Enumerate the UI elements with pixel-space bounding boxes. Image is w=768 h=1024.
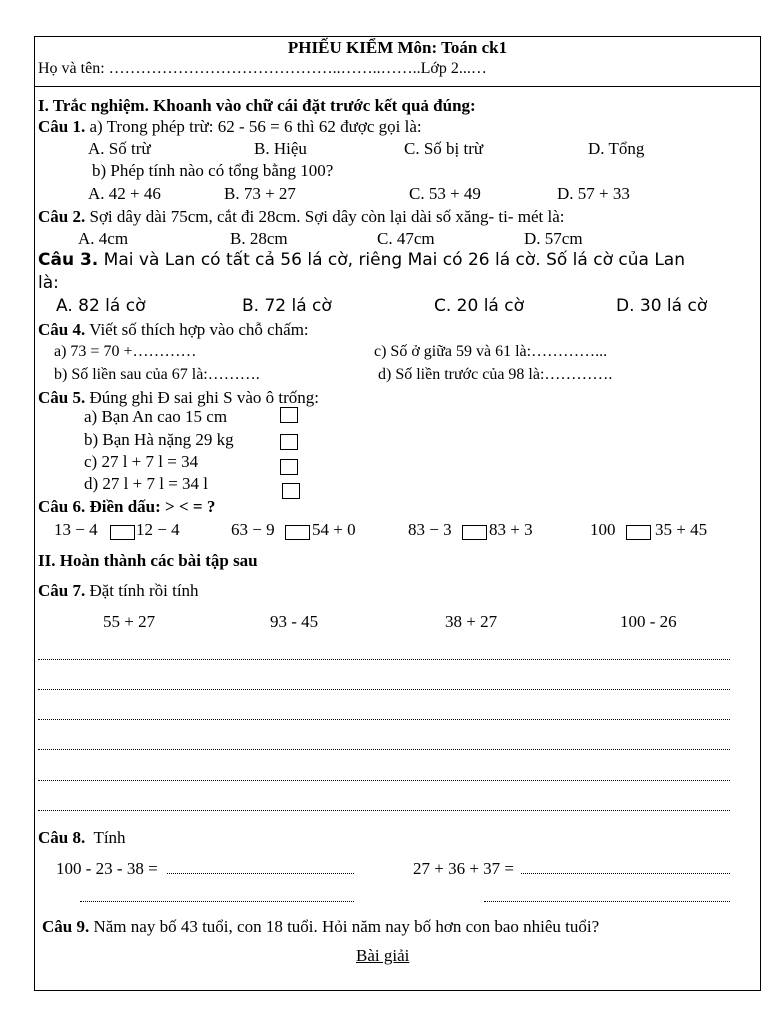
answer-dotted-line[interactable] [38,780,730,781]
q3-option-b[interactable]: B. 72 lá cờ [242,296,332,316]
section2-heading: II. Hoàn thành các bài tập sau [38,551,258,570]
q7-item-2: 93 - 45 [270,612,319,631]
solution-label: Bài giải [356,946,410,965]
q6-pair3-right: 83 + 3 [489,520,533,539]
q3-line1: Câu 3. Mai và Lan có tất cả 56 lá cờ, riêng Mai có 26 lá cờ. Số lá cờ của Lan [38,250,685,270]
q4-item-d[interactable]: d) Số liền trước của 98 là:…………. [378,366,613,383]
q5-item-a: a) Bạn An cao 15 cm [84,407,228,426]
answer-dotted-line[interactable] [38,689,730,690]
q2-option-a[interactable]: A. 4cm [78,229,129,248]
q9-line: Câu 9. Năm nay bố 43 tuổi, con 18 tuổi. Hỏi năm nay bố hơn con bao nhiêu tuổi? [42,917,600,936]
q2-option-d[interactable]: D. 57cm [524,229,583,248]
q8-answer-line-1[interactable] [167,873,354,874]
q7-item-3: 38 + 27 [445,612,498,631]
q6-pair2-box[interactable] [285,525,310,540]
q4-item-c[interactable]: c) Số ở giữa 59 và 61 là:…………... [374,343,608,360]
q8-item-1: 100 - 23 - 38 = [56,859,158,878]
q8-work-line-1[interactable] [80,901,354,902]
q6-pair1-box[interactable] [110,525,135,540]
q1a-option-d[interactable]: D. Tổng [588,139,645,158]
q5-item-c: c) 27 l + 7 l = 34 [84,452,199,471]
q6-pair4-box[interactable] [626,525,651,540]
q8-item-2: 27 + 36 + 37 = [413,859,515,878]
q4-item-b[interactable]: b) Số liền sau của 67 là:………. [54,366,260,383]
q6-pair3-box[interactable] [462,525,487,540]
q6-pair2-right: 54 + 0 [312,520,356,539]
answer-dotted-line[interactable] [38,810,730,811]
q7-line: Câu 7. Đặt tính rồi tính [38,581,199,600]
q8-answer-line-2[interactable] [521,873,730,874]
q1-line-a: Câu 1. a) Trong phép trừ: 62 - 56 = 6 thì 62 được gọi là: [38,117,422,136]
q1b-option-c[interactable]: C. 53 + 49 [409,184,481,203]
q2-option-c[interactable]: C. 47cm [377,229,435,248]
q4-line: Câu 4. Viết số thích hợp vào chỗ chấm: [38,320,309,339]
q6-pair4-right: 35 + 45 [655,520,708,539]
q5-line: Câu 5. Đúng ghi Đ sai ghi S vào ô trống: [38,388,319,407]
q5-item-d: d) 27 l + 7 l = 34 l [84,474,209,493]
q8-line: Câu 8. Tính [38,828,126,847]
q6-pair4-left: 100 [590,520,616,539]
name-class-line: Họ và tên: ……………………………………..……..……..Lớp 2...… [38,60,487,77]
q6-pair3-left: 83 − 3 [408,520,452,539]
q1b-option-d[interactable]: D. 57 + 33 [557,184,630,203]
q1a-option-b[interactable]: B. Hiệu [254,139,307,158]
q3-option-d[interactable]: D. 30 lá cờ [616,296,708,316]
worksheet-title: PHIẾU KIỂM Môn: Toán ck1 [287,38,508,57]
q6-pair1-left: 13 − 4 [54,520,98,539]
section1-heading: I. Trắc nghiệm. Khoanh vào chữ cái đặt trước kết quả đúng: [38,96,476,115]
q5-answer-box-a[interactable] [280,407,298,423]
q3-option-c[interactable]: C. 20 lá cờ [434,296,525,316]
q3-line2: là: [38,273,59,293]
answer-dotted-line[interactable] [38,749,730,750]
q6-line: Câu 6. Điền dấu: > < = ? [38,497,216,516]
q5-answer-box-b[interactable] [280,434,298,450]
q7-item-4: 100 - 26 [620,612,677,631]
q5-answer-box-d[interactable] [282,483,300,499]
q6-pair1-right: 12 − 4 [136,520,180,539]
q1b-option-b[interactable]: B. 73 + 27 [224,184,296,203]
q5-item-b: b) Bạn Hà nặng 29 kg [84,430,234,449]
q1b-option-a[interactable]: A. 42 + 46 [88,184,161,203]
q1a-option-c[interactable]: C. Số bị trừ [404,139,484,158]
q1a-option-a[interactable]: A. Số trừ [88,139,151,158]
answer-dotted-line[interactable] [38,659,730,660]
answer-dotted-line[interactable] [38,719,730,720]
q2-line: Câu 2. Sợi dây dài 75cm, cắt đi 28cm. Sợi dây còn lại dài số xăng- ti- mét là: [38,207,565,226]
q6-pair2-left: 63 − 9 [231,520,275,539]
q2-option-b[interactable]: B. 28cm [230,229,288,248]
header-divider [34,86,761,87]
q8-work-line-2[interactable] [484,901,730,902]
q5-answer-box-c[interactable] [280,459,298,475]
q4-item-a[interactable]: a) 73 = 70 +………… [54,343,197,360]
q1-line-b: b) Phép tính nào có tổng bằng 100? [92,161,334,180]
q7-item-1: 55 + 27 [103,612,156,631]
q3-option-a[interactable]: A. 82 lá cờ [56,296,146,316]
